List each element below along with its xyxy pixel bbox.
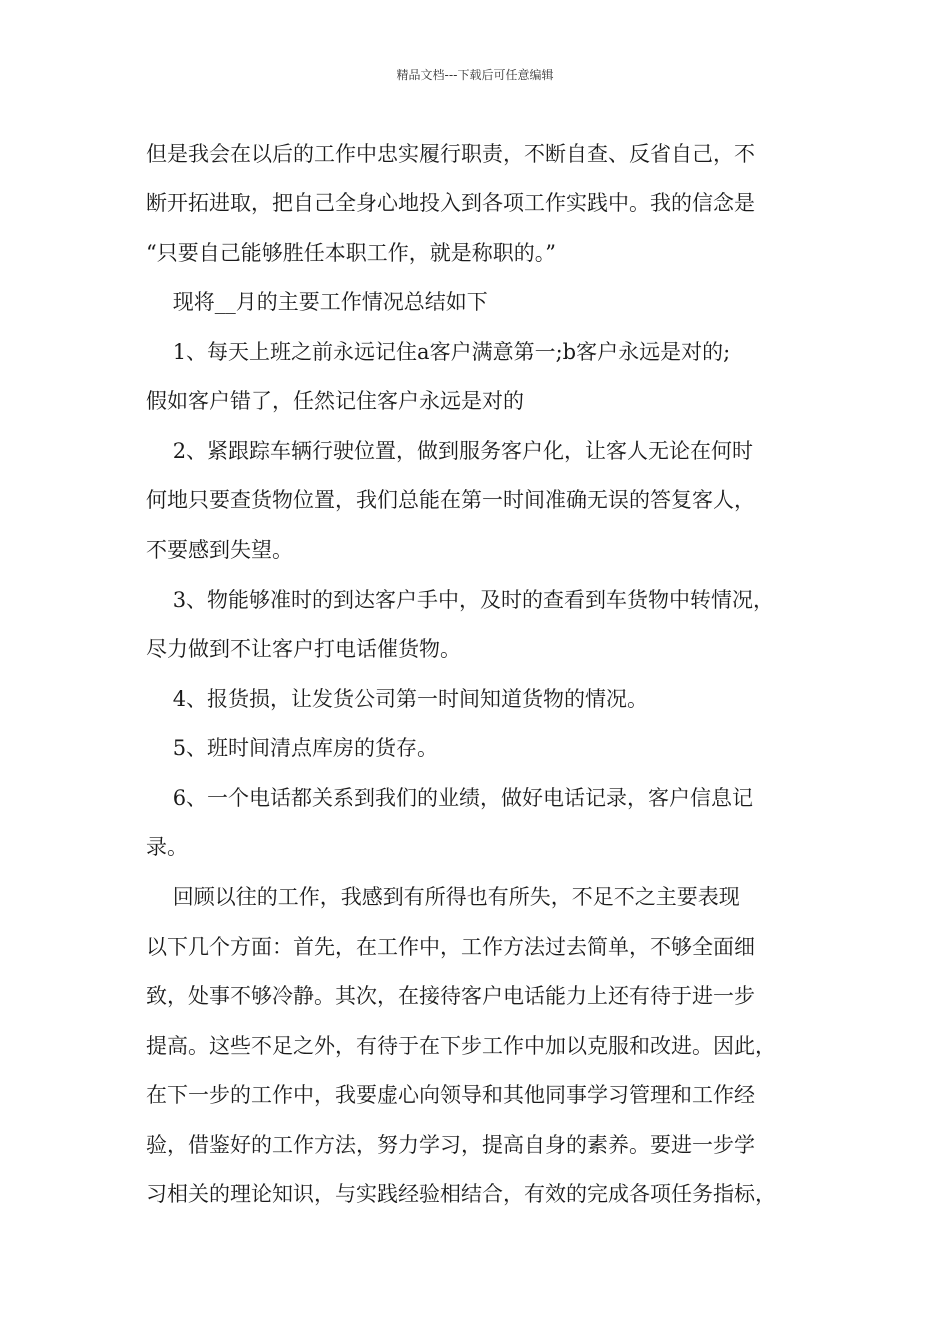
text-line: 不要感到失望。: [146, 538, 293, 562]
text-line: 但是我会在以后的工作中忠实履行职责，不断自查、反省自己，不: [146, 142, 755, 166]
text-line: 在下一步的工作中，我要虚心向领导和其他同事学习管理和工作经: [146, 1083, 755, 1107]
text-line: 5、班时间清点库房的货存。: [146, 736, 439, 760]
text-line: 尽力做到不让客户打电话催货物。: [146, 637, 461, 661]
text-line: 录。: [146, 835, 188, 859]
text-line: 4、报货损，让发货公司第一时间知道货物的情况。: [146, 687, 649, 711]
text-line: 习相关的理论知识，与实践经验相结合，有效的完成各项任务指标，: [146, 1182, 776, 1206]
text-line: 假如客户错了，任然记住客户永远是对的: [146, 389, 524, 413]
text-line: 6、一个电话都关系到我们的业绩，做好电话记录，客户信息记: [146, 786, 754, 810]
text-line: 提高。这些不足之外，有待于在下步工作中加以克服和改进。因此，: [146, 1034, 776, 1058]
text-line: 何地只要查货物位置，我们总能在第一时间准确无误的答复客人，: [146, 488, 755, 512]
text-line: 以下几个方面：首先，在工作中，工作方法过去简单，不够全面细: [146, 935, 755, 959]
text-line: “只要自己能够胜任本职工作，就是称职的。”: [146, 241, 556, 265]
text-line: 3、物能够准时的到达客户手中，及时的查看到车货物中转情况，: [146, 588, 775, 612]
text-line: 回顾以往的工作，我感到有所得也有所失，不足不之主要表现: [146, 885, 740, 909]
text-line: 断开拓进取，把自己全身心地投入到各项工作实践中。我的信念是: [146, 191, 755, 215]
page-header: 精品文档---下载后可任意编辑: [396, 68, 554, 82]
text-line: 验，借鉴好的工作方法，努力学习，提高自身的素养。要进一步学: [146, 1133, 755, 1157]
text-line: 致，处事不够冷静。其次，在接待客户电话能力上还有待于进一步: [146, 984, 755, 1008]
text-line: 2、紧跟踪车辆行驶位置，做到服务客户化，让客人无论在何时: [146, 439, 754, 463]
text-line: 1、每天上班之前永远记住a客户满意第一;b客户永远是对的;: [146, 340, 731, 364]
text-line: 现将__月的主要工作情况总结如下: [146, 290, 488, 314]
